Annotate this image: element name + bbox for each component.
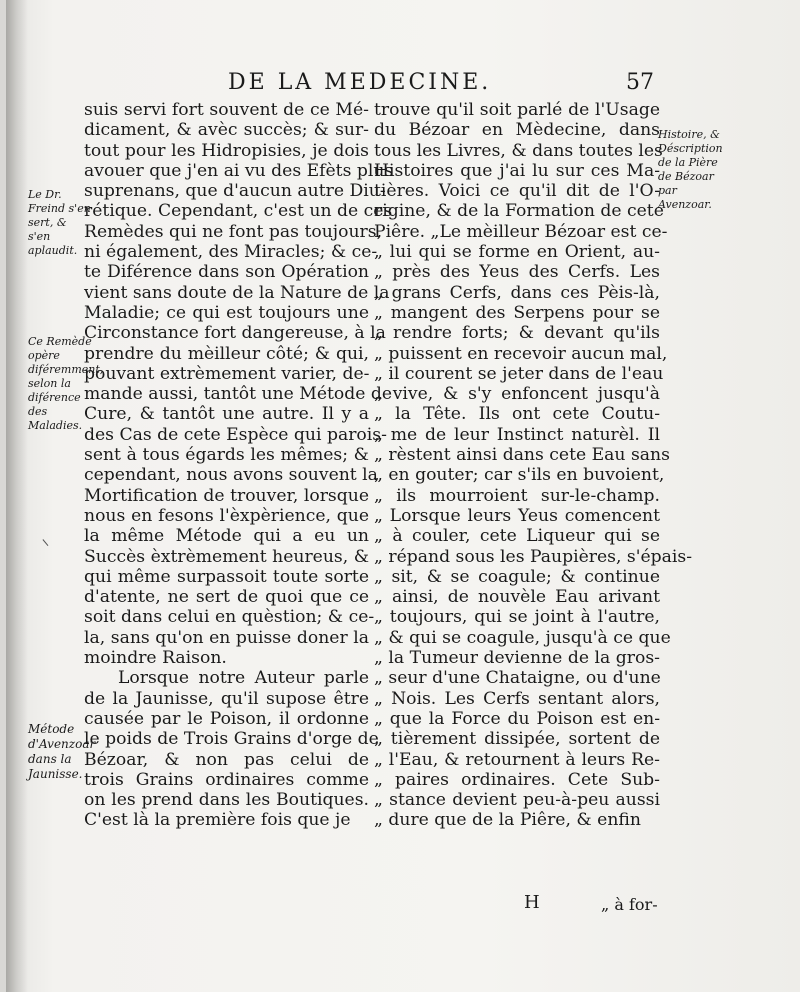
left-text-column — [84, 100, 394, 831]
text-line: „ lui qui se forme en Orient, au- — [374, 242, 660, 263]
text-line: „ à couler, cete Liqueur qui se — [374, 526, 660, 547]
text-line: soit dans celui en quèstion; & ce- — [84, 607, 375, 628]
text-line: „ la Tête. Ils ont cete Coutu- — [374, 404, 660, 425]
margin-note-histoire: Histoire, & Déscription de la Pière de Bézoar par Avenzoar. — [658, 128, 723, 211]
text-line: „ que la Force du Poison est en- — [374, 708, 660, 729]
text-line: „ Lorsque leurs Yeus comencent — [374, 505, 660, 526]
text-line: „ me de leur Instinct naturèl. Il — [374, 424, 660, 445]
text-line: causée par le Poison, il ordonne — [84, 708, 369, 729]
text-line: d'atente, ne sert de quoi que ce — [84, 587, 369, 608]
text-line: „ mangent des Serpens pour se — [374, 302, 660, 323]
text-line: „ rèstent ainsi dans cete Eau sans — [374, 445, 670, 466]
page-number: 57 — [626, 70, 654, 95]
text-line: avouer que j'en ai vu des Efèts plus — [84, 160, 394, 181]
text-line: du Bézoar en Mèdecine, dans — [374, 120, 660, 141]
text-line: tous les Livres, & dans toutes les — [374, 140, 663, 161]
text-line: „ sit, & se coagule; & continue — [374, 566, 660, 587]
text-line: „ stance devient peu-à-peu aussi — [374, 790, 660, 811]
text-line: „ en gouter; car s'ils en buvoient, — [374, 465, 665, 486]
text-line: cependant, nous avons souvent la — [84, 465, 378, 486]
text-line: sent à tous égards les mêmes; & — [84, 445, 369, 466]
text-line: rigine, & de la Formation de cete — [374, 201, 664, 222]
text-line: Piêre. „Le mèilleur Bézoar est ce- — [374, 221, 668, 242]
text-line: nous en fesons l'èxpèrience, que — [84, 505, 369, 526]
text-line: on les prend dans les Boutiques. — [84, 790, 369, 811]
text-line: „ près des Yeus des Cerfs. Les — [374, 262, 660, 283]
text-line: qui même surpassoit toute sorte — [84, 566, 369, 587]
text-line: „ rendre forts; & devant qu'ils — [374, 323, 660, 344]
text-line: te Diférence dans son Opération — [84, 262, 369, 283]
text-line: Lorsque notre Auteur parle — [118, 668, 369, 689]
text-line: pouvant extrèmement varier, de- — [84, 363, 370, 384]
text-line: „ paires ordinaires. Cete Sub- — [374, 769, 660, 790]
text-line: rétique. Cependant, c'est un de ces — [84, 201, 393, 222]
text-line: le poids de Trois Grains d'orge de — [84, 729, 379, 750]
text-line: Circonstance fort dangereuse, à la — [84, 323, 386, 344]
running-head: DE LA MEDECINE. — [228, 70, 492, 95]
gutter-shadow — [6, 0, 28, 992]
text-line: vient sans doute de la Nature de la — [84, 282, 390, 303]
text-line: „ il courent se jeter dans de l'eau — [374, 363, 664, 384]
text-line: „ & qui se coagule, jusqu'à ce que — [374, 627, 671, 648]
text-line: „ dure que de la Piêre, & enfin — [374, 810, 641, 831]
text-line: „ puissent en recevoir aucun mal, — [374, 343, 668, 364]
text-line: trouve qu'il soit parlé de l'Usage — [374, 100, 660, 120]
text-line: „ toujours, qui se joint à l'autre, — [374, 607, 660, 628]
text-line: „ la Tumeur devienne de la gros- — [374, 648, 660, 669]
text-line: ni également, des Miracles; & ce- — [84, 242, 378, 263]
text-line: Bézoar, & non pas celui de — [84, 749, 369, 770]
margin-note-remede: Ce Remède opère diféremment, selon la diférence des Maladies. — [28, 335, 104, 432]
text-line: „ Nois. Les Cerfs sentant alors, — [374, 688, 660, 709]
text-line: Maladie; ce qui est toujours une — [84, 302, 369, 323]
text-line: tières. Voici ce qu'il dit de l'O- — [374, 181, 660, 202]
text-line: la, sans qu'on en puisse doner la — [84, 627, 369, 648]
text-line: tout pour les Hidropisies, je dois — [84, 140, 369, 161]
text-line: prendre du mèilleur côté; & qui, — [84, 343, 369, 364]
text-line: mande aussi, tantôt une Métode de — [84, 384, 393, 405]
text-line: moindre Raison. — [84, 648, 227, 669]
text-line: Histoires que j'ai lu sur ces Ma- — [374, 160, 660, 181]
text-line: „ seur d'une Chataigne, ou d'une — [374, 668, 661, 689]
text-line: trois Grains ordinaires comme — [84, 769, 369, 790]
text-line: „ grans Cerfs, dans ces Pèis-là, — [374, 282, 660, 303]
text-line: suprenans, que d'aucun autre Diu- — [84, 181, 386, 202]
text-line: Cure, & tantôt une autre. Il y a — [84, 404, 369, 425]
text-line: „ l'Eau, & retournent à leurs Re- — [374, 749, 660, 770]
text-line: Mortification de trouver, lorsque — [84, 485, 369, 506]
text-line: „ ainsi, de nouvèle Eau arivant — [374, 587, 660, 608]
text-line: suis servi fort souvent de ce Mé- — [84, 100, 369, 120]
margin-note-freind: Le Dr. Freind s'en sert, & s'en aplaudit. — [28, 188, 91, 257]
text-line: Remèdes qui ne font pas toujours, — [84, 221, 383, 242]
margin-note-metode: Métode d'Avenzoar dans la Jaunisse. — [28, 722, 96, 781]
text-line: „ tièrement dissipée, sortent de — [374, 729, 660, 750]
text-line: „ vive, & s'y enfoncent jusqu'à — [374, 384, 660, 405]
catchword: „ à for- — [601, 895, 658, 914]
stray-ink-mark — [42, 534, 54, 546]
text-line: la même Métode qui a eu un — [84, 526, 369, 547]
text-line: „ répand sous les Paupières, s'épais- — [374, 546, 693, 567]
signature-mark: H — [524, 892, 540, 913]
book-page — [6, 0, 800, 992]
text-line: des Cas de cete Espèce qui parois- — [84, 424, 387, 445]
text-line: C'est là la première fois que je — [84, 810, 351, 831]
text-line: dicament, & avèc succès; & sur- — [84, 120, 369, 141]
text-line: Succès èxtrèmement heureus, & — [84, 546, 369, 567]
text-line: „ ils mourroient sur-le-champ. — [374, 485, 660, 506]
text-line: de la Jaunisse, qu'il supose être — [84, 688, 369, 709]
